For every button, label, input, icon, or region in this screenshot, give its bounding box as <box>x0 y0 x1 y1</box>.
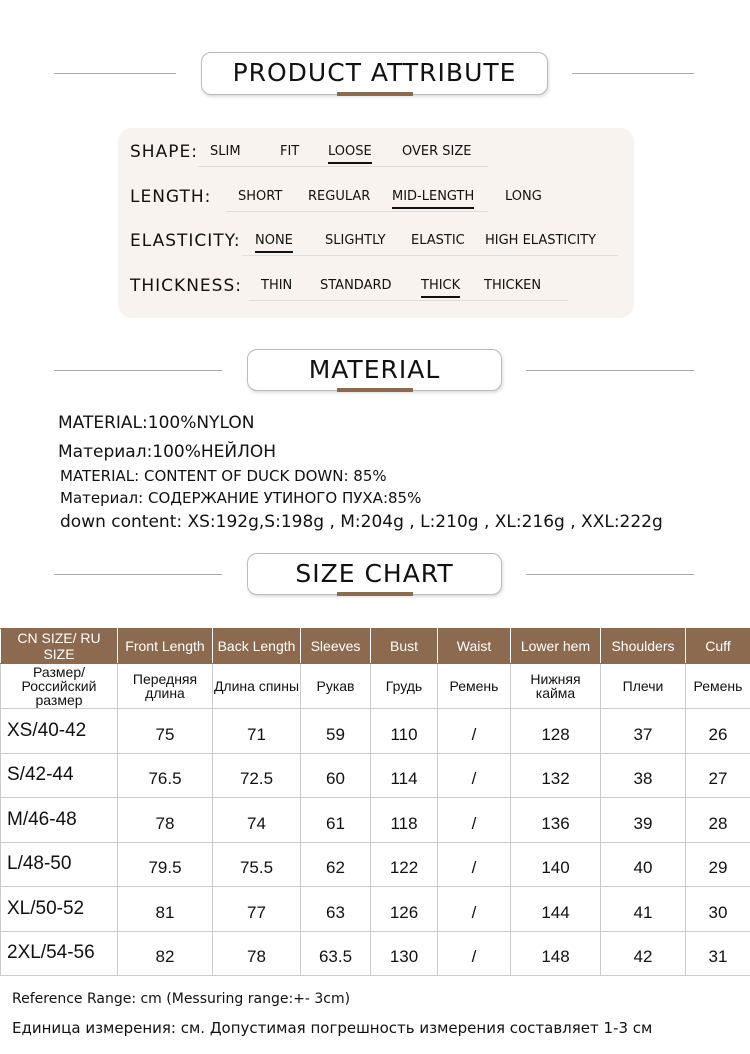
attribute-panel <box>118 128 634 318</box>
table-cell: 30 <box>686 887 750 932</box>
table-cell: / <box>438 842 511 887</box>
attribute-option: SLIGHTLY <box>325 233 386 248</box>
underline <box>226 211 488 212</box>
table-cell: 76.5 <box>118 753 213 798</box>
table-cell: 37 <box>601 709 686 754</box>
table-cell: 144 <box>511 887 601 932</box>
heading-text: SIZE CHART <box>295 559 454 588</box>
attribute-option: NONE <box>255 233 293 248</box>
column-header: Shoulders <box>601 629 686 664</box>
table-cell: 122 <box>371 842 438 887</box>
attribute-label: THICKNESS: <box>130 276 242 296</box>
attribute-row <box>130 142 630 172</box>
attribute-row <box>130 276 630 306</box>
ru-column-header: Рукав <box>301 664 371 709</box>
table-cell: 75.5 <box>213 842 301 887</box>
table-cell: 63.5 <box>301 931 371 976</box>
divider <box>572 73 694 74</box>
reference-note: Reference Range: cm (Messuring range:+- 3cm) <box>12 991 351 1007</box>
heading-text: MATERIAL <box>308 355 441 384</box>
heading-text: PRODUCT ATTRIBUTE <box>232 58 517 87</box>
underline <box>198 166 488 167</box>
attribute-option: THICK <box>421 278 461 293</box>
column-header: CN SIZE/ RU SIZE <box>1 629 118 664</box>
table-cell: M/46-48 <box>1 798 118 843</box>
table-cell: 71 <box>213 709 301 754</box>
attribute-option: STANDARD <box>320 278 392 293</box>
material-line: Материал:100%НЕЙЛОН <box>58 442 277 462</box>
table-cell: 148 <box>511 931 601 976</box>
attribute-option: LONG <box>505 189 542 204</box>
table-cell: 63 <box>301 887 371 932</box>
table-cell: 29 <box>686 842 750 887</box>
ru-header-row <box>1 664 750 709</box>
table-cell: 79.5 <box>118 842 213 887</box>
table-cell: 140 <box>511 842 601 887</box>
table-cell: 77 <box>213 887 301 932</box>
divider <box>54 574 222 575</box>
material-line: Материал: СОДЕРЖАНИЕ УТИНОГО ПУХА:85% <box>60 489 422 507</box>
attribute-option: OVER SIZE <box>402 144 472 159</box>
table-cell: 110 <box>371 709 438 754</box>
table-cell: / <box>438 709 511 754</box>
table-cell: 72.5 <box>213 753 301 798</box>
table-cell: / <box>438 798 511 843</box>
table-row <box>1 842 750 887</box>
material-heading <box>247 349 502 391</box>
ru-column-header: Нижняя кайма <box>511 664 601 709</box>
attribute-option: THIN <box>261 278 293 293</box>
table-cell: 132 <box>511 753 601 798</box>
table-row <box>1 931 750 976</box>
table-cell: 28 <box>686 798 750 843</box>
ru-column-header: Размер/ Российский размер <box>1 664 118 709</box>
attribute-row <box>130 231 630 261</box>
table-cell: XS/40-42 <box>1 709 118 754</box>
underline <box>243 255 618 256</box>
divider <box>54 73 176 74</box>
divider <box>526 370 694 371</box>
column-header: Lower hem <box>511 629 601 664</box>
ru-column-header: Плечи <box>601 664 686 709</box>
table-cell: 38 <box>601 753 686 798</box>
size-chart-heading <box>247 553 502 595</box>
attribute-row <box>130 187 630 217</box>
table-cell: 2XL/54-56 <box>1 931 118 976</box>
ru-column-header: Ремень <box>438 664 511 709</box>
table-cell: / <box>438 931 511 976</box>
ru-column-header: Грудь <box>371 664 438 709</box>
column-header: Bust <box>371 629 438 664</box>
table-cell: S/42-44 <box>1 753 118 798</box>
ru-column-header: Передняя длина <box>118 664 213 709</box>
table-cell: 81 <box>118 887 213 932</box>
table-cell: / <box>438 887 511 932</box>
underline <box>249 300 568 301</box>
column-header: Waist <box>438 629 511 664</box>
table-cell: 26 <box>686 709 750 754</box>
product-attribute-heading <box>201 52 548 95</box>
column-header: Sleeves <box>301 629 371 664</box>
attribute-label: SHAPE: <box>130 142 198 162</box>
ru-column-header: Длина спины <box>213 664 301 709</box>
attribute-option: SLIM <box>210 144 241 159</box>
ru-column-header: Ремень <box>686 664 750 709</box>
table-row <box>1 887 750 932</box>
table-cell: 118 <box>371 798 438 843</box>
table-cell: 27 <box>686 753 750 798</box>
table-cell: XL/50-52 <box>1 887 118 932</box>
attribute-option: MID-LENGTH <box>392 189 475 204</box>
attribute-option: ELASTIC <box>411 233 465 248</box>
table-row <box>1 798 750 843</box>
divider <box>54 370 222 371</box>
table-cell: / <box>438 753 511 798</box>
table-cell: 62 <box>301 842 371 887</box>
table-row <box>1 709 750 754</box>
reference-note-ru: Единица измерения: см. Допустимая погрешность измерения составляет 1-3 см <box>12 1019 653 1037</box>
table-cell: 41 <box>601 887 686 932</box>
attribute-label: ELASTICITY: <box>130 231 241 251</box>
attribute-option: FIT <box>280 144 300 159</box>
attribute-option: LOOSE <box>328 144 372 159</box>
table-cell: 42 <box>601 931 686 976</box>
table-cell: 126 <box>371 887 438 932</box>
material-line: MATERIAL: CONTENT OF DUCK DOWN: 85% <box>60 467 387 485</box>
table-cell: 114 <box>371 753 438 798</box>
down-content: down content: XS:192g,S:198g , M:204g , L:210g , XL:216g , XXL:222g <box>60 512 663 532</box>
table-cell: 40 <box>601 842 686 887</box>
attribute-label: LENGTH: <box>130 187 212 207</box>
column-header: Back Length <box>213 629 301 664</box>
table-cell: 128 <box>511 709 601 754</box>
table-cell: 60 <box>301 753 371 798</box>
table-cell: 61 <box>301 798 371 843</box>
attribute-option: THICKEN <box>484 278 542 293</box>
material-line: MATERIAL:100%NYLON <box>58 413 255 433</box>
attribute-option: SHORT <box>238 189 283 204</box>
table-cell: 78 <box>118 798 213 843</box>
table-cell: 31 <box>686 931 750 976</box>
size-chart-table <box>0 628 750 976</box>
table-cell: 75 <box>118 709 213 754</box>
attribute-option: REGULAR <box>308 189 371 204</box>
divider <box>526 574 694 575</box>
attribute-option: HIGH ELASTICITY <box>485 233 597 248</box>
table-cell: 59 <box>301 709 371 754</box>
column-header: Cuff <box>686 629 750 664</box>
column-header: Front Length <box>118 629 213 664</box>
table-cell: 39 <box>601 798 686 843</box>
table-cell: 82 <box>118 931 213 976</box>
table-cell: 74 <box>213 798 301 843</box>
table-cell: 78 <box>213 931 301 976</box>
table-cell: 136 <box>511 798 601 843</box>
table-row <box>1 753 750 798</box>
table-cell: L/48-50 <box>1 842 118 887</box>
table-cell: 130 <box>371 931 438 976</box>
header-row <box>1 629 750 664</box>
